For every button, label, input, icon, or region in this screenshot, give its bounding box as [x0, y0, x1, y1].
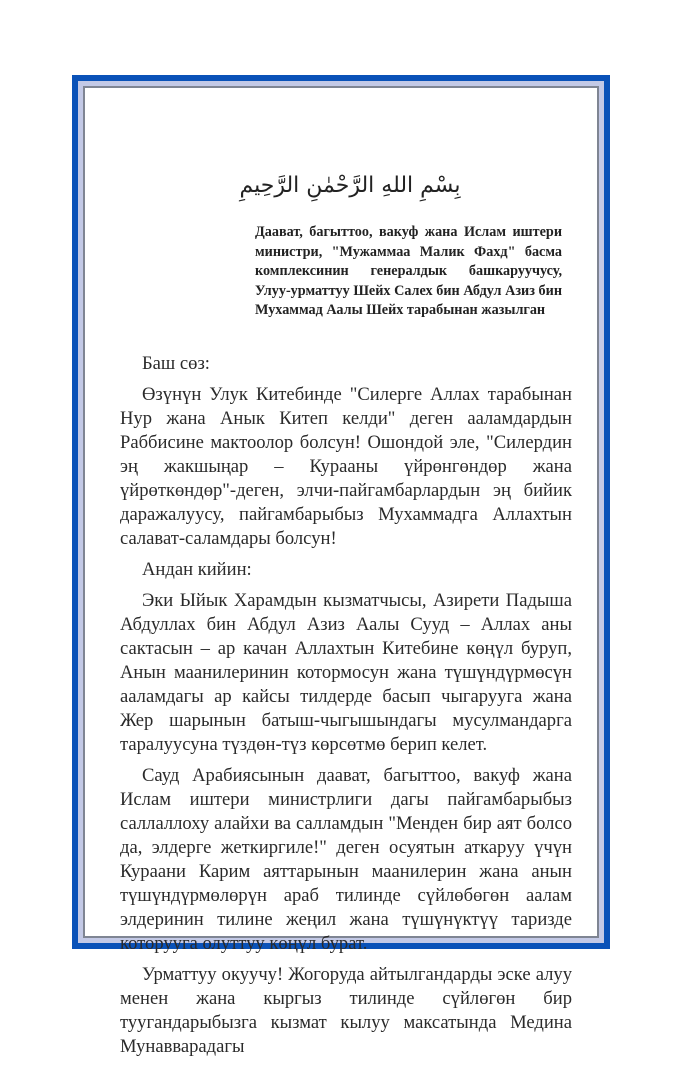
body-text — [120, 352, 572, 1066]
author-block: Даават, багыттоо, вакуф жана Ислам иштери министри, "Мужаммаа Малик Фахд" басма комплексинин генералдык башкаруучусу, Улуу-урматтуу Шейх Салех бин Абдул Азиз бин Мухаммад Аалы Шейх тарабынан жазылган — [255, 224, 562, 319]
paragraph: Сауд Арабиясынын даават, багыттоо, вакуф жана Ислам иштери министрлиги дагы пайгамбарыбыз саллаллоху алайхи ва салламдын "Менден бир аят болсо да, элдерге жеткиргиле!" деген осуятын аткаруу үчүн Кураани Карим аяттарынын маанилерин жана анын түшүндүрмөлөрүн араб тилинде сүйлөбөгөн аалам элдеринин тилине жеңил жана түшүнүктүү таризде которууга олуттуу көңүл бурат. — [120, 765, 572, 954]
section-heading: Баш сөз: — [142, 353, 210, 374]
paragraph: Өзүнүн Улук Китебинде "Силерге Аллах тарабынан Нур жана Анык Китеп келди" деген ааламдардын Раббисине мактоолор болсун! Ошондой эле, "Силердин эң жакшыңар – Курааны үйрөнгөндөр жана үйрөткөндөр"-деген, элчи-пайгамбарлардын эң бийик даражалуусу, пайгамбарыбыз Мухаммадга Аллахтын салават-саламдары болсун! — [120, 384, 572, 549]
paragraph: Эки Ыйык Харамдын кызматчысы, Азирети Падыша Абдуллах бин Абдул Азиз Аалы Сууд – Аллах аны сактасын – ар качан Аллахтын Китебине көңүл буруп, Анын маанилеринин котормосун жана түшүндүрмөсүн ааламдагы ар кайсы тилдерде басып чыгарууга жана Жер шарынын батыш-чыгышындагы мусулмандарга таралуусуна түздөн-түз көрсөтмө берип келет. — [120, 590, 572, 755]
paragraph: Урматтуу окуучу! Жогоруда айтылгандарды эске алуу менен жана кыргыз тилинде сүйлөгөн бир туугандарыбызга кызмат кылуу максатында Медина Мунавварадагы — [120, 964, 572, 1057]
bismillah-calligraphy: بِسْمِ اللهِ الرَّحْمٰنِ الرَّحِيمِ — [239, 173, 461, 198]
paragraph: Андан кийин: — [142, 559, 252, 580]
